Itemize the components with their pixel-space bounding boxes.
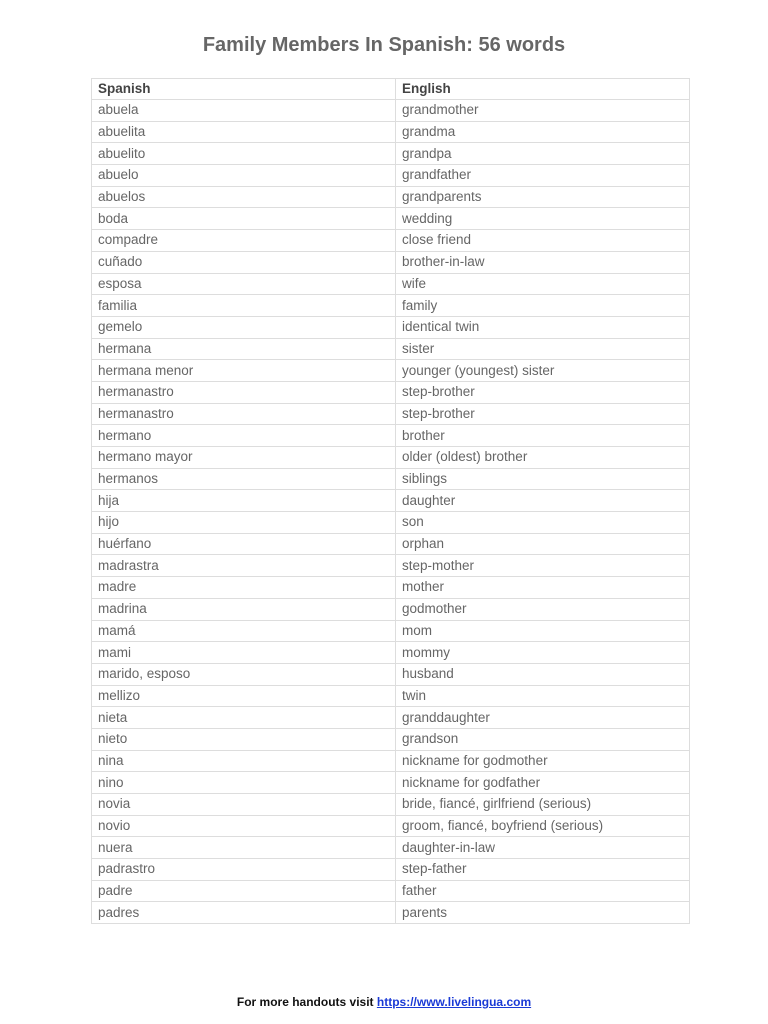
spanish-word-cell: hermano mayor	[92, 447, 396, 469]
english-translation-cell: twin	[396, 685, 690, 707]
spanish-word-cell: hermanastro	[92, 381, 396, 403]
spanish-word-cell: nieto	[92, 728, 396, 750]
spanish-word-cell: hermanastro	[92, 403, 396, 425]
table-row	[92, 121, 690, 143]
table-row	[92, 186, 690, 208]
english-translation-cell: daughter-in-law	[396, 837, 690, 859]
english-translation-cell: step-mother	[396, 555, 690, 577]
english-translation-cell: brother-in-law	[396, 251, 690, 273]
table-row	[92, 403, 690, 425]
spanish-word-cell: nina	[92, 750, 396, 772]
table-row	[92, 620, 690, 642]
english-translation-cell: grandson	[396, 728, 690, 750]
english-translation-cell: mother	[396, 577, 690, 599]
table-row	[92, 642, 690, 664]
spanish-word-cell: huérfano	[92, 533, 396, 555]
spanish-word-cell: novio	[92, 815, 396, 837]
spanish-word-cell: padre	[92, 880, 396, 902]
table-row	[92, 750, 690, 772]
english-translation-cell: father	[396, 880, 690, 902]
english-translation-cell: bride, fiancé, girlfriend (serious)	[396, 794, 690, 816]
english-translation-cell: groom, fiancé, boyfriend (serious)	[396, 815, 690, 837]
english-translation-cell: daughter	[396, 490, 690, 512]
spanish-word-cell: abuela	[92, 100, 396, 122]
spanish-word-cell: hermana	[92, 338, 396, 360]
table-row	[92, 316, 690, 338]
spanish-word-cell: padrastro	[92, 859, 396, 881]
table-row	[92, 251, 690, 273]
english-translation-cell: mommy	[396, 642, 690, 664]
table-row	[92, 902, 690, 924]
table-row	[92, 273, 690, 295]
spanish-word-cell: hija	[92, 490, 396, 512]
spanish-word-cell: boda	[92, 208, 396, 230]
spanish-word-cell: nino	[92, 772, 396, 794]
spanish-word-cell: hermanos	[92, 468, 396, 490]
spanish-word-cell: madrina	[92, 598, 396, 620]
table-row	[92, 728, 690, 750]
english-translation-cell: grandma	[396, 121, 690, 143]
column-header-english: English	[396, 79, 690, 100]
spanish-word-cell: nieta	[92, 707, 396, 729]
table-row	[92, 295, 690, 317]
table-row	[92, 859, 690, 881]
livelingua-link[interactable]: https://www.livelingua.com	[376, 995, 532, 1009]
table-row	[92, 468, 690, 490]
spanish-word-cell: abuelita	[92, 121, 396, 143]
page-title: Family Members In Spanish: 56 words	[202, 34, 566, 56]
english-translation-cell: parents	[396, 902, 690, 924]
english-translation-cell: nickname for godfather	[396, 772, 690, 794]
table-row	[92, 815, 690, 837]
english-translation-cell: step-father	[396, 859, 690, 881]
table-row	[92, 165, 690, 187]
table-row	[92, 360, 690, 382]
spanish-word-cell: cuñado	[92, 251, 396, 273]
english-translation-cell: older (oldest) brother	[396, 447, 690, 469]
spanish-word-cell: novia	[92, 794, 396, 816]
table-row	[92, 533, 690, 555]
english-translation-cell: grandparents	[396, 186, 690, 208]
english-translation-cell: grandfather	[396, 165, 690, 187]
english-translation-cell: mom	[396, 620, 690, 642]
spanish-word-cell: compadre	[92, 230, 396, 252]
english-translation-cell: brother	[396, 425, 690, 447]
spanish-word-cell: mami	[92, 642, 396, 664]
table-row	[92, 663, 690, 685]
english-translation-cell: nickname for godmother	[396, 750, 690, 772]
english-translation-cell: siblings	[396, 468, 690, 490]
spanish-word-cell: abuelito	[92, 143, 396, 165]
english-translation-cell: wife	[396, 273, 690, 295]
table-row	[92, 230, 690, 252]
english-translation-cell: orphan	[396, 533, 690, 555]
english-translation-cell: younger (youngest) sister	[396, 360, 690, 382]
english-translation-cell: close friend	[396, 230, 690, 252]
footer	[0, 995, 768, 1009]
spanish-word-cell: mellizo	[92, 685, 396, 707]
table-row	[92, 490, 690, 512]
spanish-word-cell: abuelos	[92, 186, 396, 208]
english-translation-cell: sister	[396, 338, 690, 360]
table-row	[92, 880, 690, 902]
english-translation-cell: step-brother	[396, 403, 690, 425]
table-row	[92, 598, 690, 620]
english-translation-cell: son	[396, 512, 690, 534]
english-translation-cell: godmother	[396, 598, 690, 620]
table-body	[92, 100, 690, 924]
table-row	[92, 208, 690, 230]
english-translation-cell: identical twin	[396, 316, 690, 338]
table-row	[92, 447, 690, 469]
table-row	[92, 772, 690, 794]
spanish-word-cell: esposa	[92, 273, 396, 295]
english-translation-cell: wedding	[396, 208, 690, 230]
spanish-word-cell: gemelo	[92, 316, 396, 338]
spanish-word-cell: nuera	[92, 837, 396, 859]
spanish-word-cell: hermana menor	[92, 360, 396, 382]
spanish-word-cell: madrastra	[92, 555, 396, 577]
table-row	[92, 837, 690, 859]
english-translation-cell: grandpa	[396, 143, 690, 165]
table-header-row	[92, 79, 690, 100]
spanish-word-cell: mamá	[92, 620, 396, 642]
spanish-word-cell: hermano	[92, 425, 396, 447]
table-row	[92, 425, 690, 447]
english-translation-cell: step-brother	[396, 381, 690, 403]
table-row	[92, 338, 690, 360]
english-translation-cell: family	[396, 295, 690, 317]
column-header-spanish: Spanish	[92, 79, 396, 100]
table-row	[92, 512, 690, 534]
spanish-word-cell: abuelo	[92, 165, 396, 187]
spanish-word-cell: hijo	[92, 512, 396, 534]
spanish-word-cell: marido, esposo	[92, 663, 396, 685]
english-translation-cell: grandmother	[396, 100, 690, 122]
table-row	[92, 794, 690, 816]
spanish-word-cell: padres	[92, 902, 396, 924]
table-row	[92, 685, 690, 707]
english-translation-cell: granddaughter	[396, 707, 690, 729]
english-translation-cell: husband	[396, 663, 690, 685]
table-row	[92, 100, 690, 122]
table-row	[92, 707, 690, 729]
vocabulary-table	[91, 78, 690, 924]
table-row	[92, 555, 690, 577]
table-row	[92, 577, 690, 599]
spanish-word-cell: madre	[92, 577, 396, 599]
spanish-word-cell: familia	[92, 295, 396, 317]
table-row	[92, 143, 690, 165]
footer-text: For more handouts visit	[236, 995, 377, 1009]
table-row	[92, 381, 690, 403]
